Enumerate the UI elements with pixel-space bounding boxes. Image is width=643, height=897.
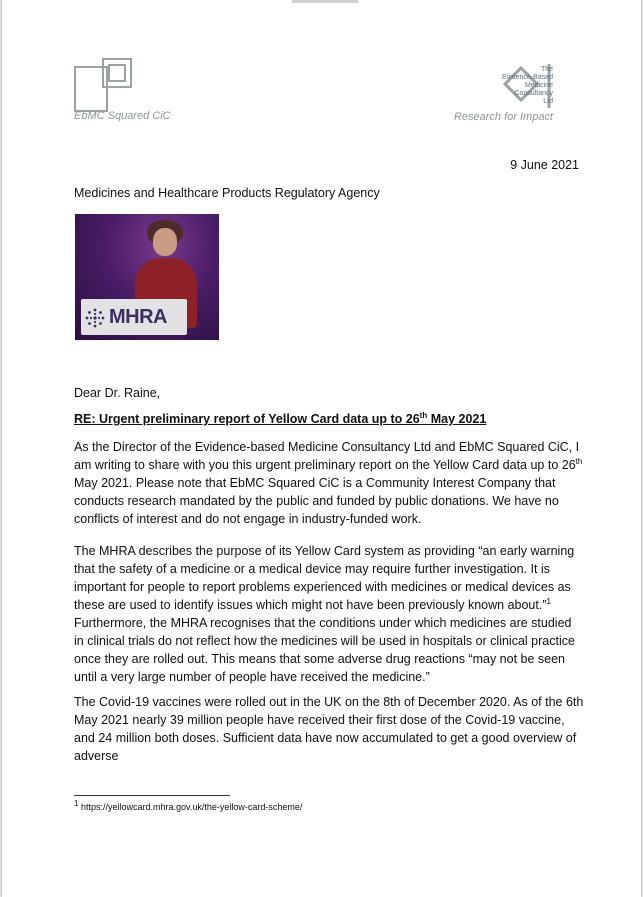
paragraph-1: As the Director of the Evidence-based Medicine Consultancy Ltd and EbMC Squared CiC, I am writing to share with you this urgent preliminary report on the Yellow Card data up to 26th May 2021. Please note that EbMC Squared CiC is a Community Interest Company that conducts research mandated by the public and funded by public donations. We have no conflicts of interest and do not engage in industry-funded work.	[74, 440, 583, 526]
paragraph-2: The MHRA describes the purpose of its Yellow Card system as providing “an early warning that the safety of a medicine or a medical device may require further investigation. It is important for people to report problems experienced with medicines or medical devices as these are used to identify issues which might not have been previously known about.”$^1$ Furthermore, the MHRA recognises that the conditions under which medicines are studied in clinical trials do not reflect how the medicines will be used in hospitals or clinical practice once they are rolled out. This means that some adverse drug reactions “may not be seen until a very large number of people have received the medicine.”	[74, 544, 575, 684]
ebmc-logo-caption: EbMC Squared CiC	[74, 110, 171, 122]
salutation: Dear Dr. Raine,	[74, 386, 161, 400]
footnote-link[interactable]: https://yellowcard.mhra.gov.uk/the-yellow-card-scheme/	[78, 802, 303, 812]
ebmc-squared-logo	[74, 58, 184, 128]
document-page	[2, 0, 641, 897]
page-tab	[292, 0, 358, 3]
paragraph-3: The Covid-19 vaccines were rolled out in the UK on the 8th of December 2020. As of the 6th May 2021 nearly 39 million people have received their first dose of the Covid-19 vaccine, and 24 million both doses. Sufficient data have now accumulated to get a good overview of adverse	[74, 695, 584, 763]
mhra-dots-icon	[85, 308, 105, 328]
speaker-photo	[75, 214, 219, 340]
ebm-logo-caption: Research for Impact	[453, 111, 553, 123]
recipient: Medicines and Healthcare Products Regulatory Agency	[74, 186, 380, 200]
mhra-sign-text: MHRA	[109, 306, 167, 328]
footnote-ref: 1	[546, 596, 551, 606]
ebm-consultancy-logo	[453, 64, 567, 126]
letter-date: 9 June 2021	[510, 158, 579, 172]
footnote-separator	[74, 795, 230, 796]
subject-line: RE: Urgent preliminary report of Yellow Card data up to 26th May 2021	[74, 410, 487, 426]
ebm-logo-text: The Evidence-Based Medicine Consultancy Ltd	[502, 66, 553, 105]
footnote: $^1$ https://yellowcard.mhra.gov.uk/the-yellow-card-scheme/	[74, 799, 303, 812]
